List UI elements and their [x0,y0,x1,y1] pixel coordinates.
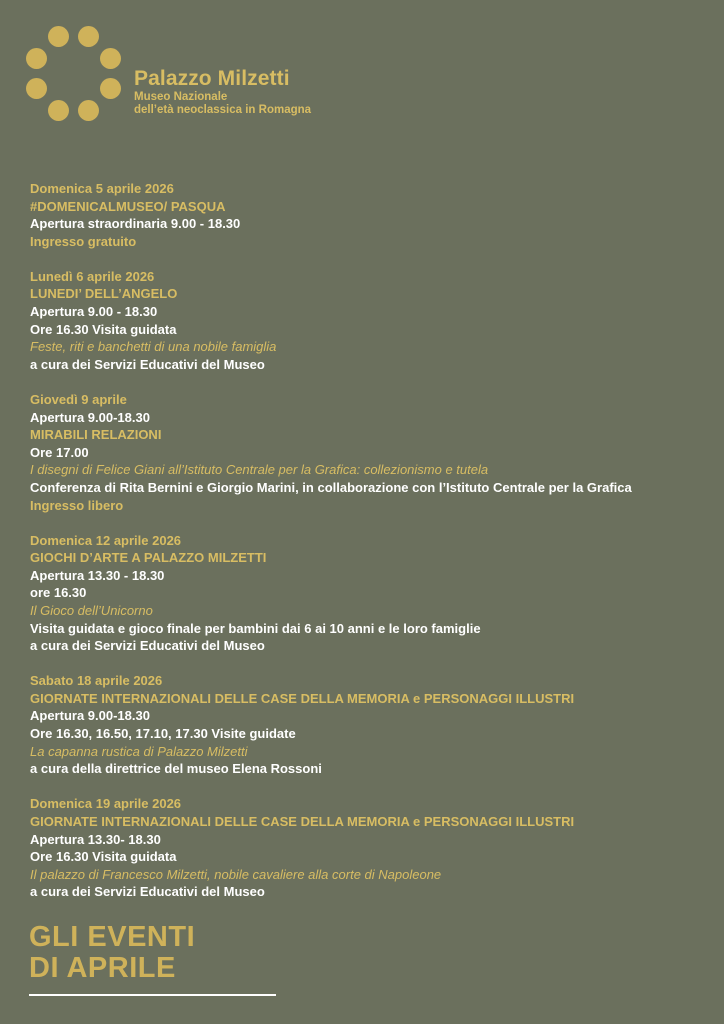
event-line: Feste, riti e banchetti di una nobile famiglia [30,339,277,355]
event-line: Ingresso libero [30,497,124,513]
event-block [30,532,710,655]
event-line: GIOCHI D’ARTE A PALAZZO MILZETTI [30,550,267,566]
event-line: #DOMENICALMUSEO/ PASQUA [30,198,226,214]
circle-of-dots-logo-icon [26,26,126,126]
logo-dot [26,48,47,69]
event-line: Apertura 9.00-18.30 [30,409,150,425]
event-block [30,391,710,514]
event-line: Apertura 13.30 - 18.30 [30,567,165,583]
event-line: Ore 16.30, 16.50, 17.10, 17.30 Visite guidate [30,726,296,742]
event-block [30,795,710,901]
event-line: Visita guidata e gioco finale per bambini dai 6 ai 10 anni e le loro famiglie [30,620,481,636]
footer-title [29,922,195,984]
logo-dot [78,26,99,47]
logo-dot [100,48,121,69]
footer-title-line-2: DI APRILE [29,952,176,984]
event-list [30,180,710,918]
logo-dot [48,100,69,121]
event-line: Il palazzo di Francesco Milzetti, nobile cavaliere alla corte di Napoleone [30,866,442,882]
brand-subtitle-line-1: Museo Nazionale [134,91,228,103]
event-line: GIORNATE INTERNAZIONALI DELLE CASE DELLA MEMORIA e PERSONAGGI ILLUSTRI [30,813,575,829]
event-line: I disegni di Felice Giani all’Istituto Centrale per la Grafica: collezionismo e tutela [30,462,489,478]
footer-title-line-1: GLI EVENTI [29,921,196,953]
event-line: LUNEDI’ DELL’ANGELO [30,286,178,302]
event-line: Lunedì 6 aprile 2026 [30,268,155,284]
event-line: Sabato 18 aprile 2026 [30,673,163,689]
brand-subtitle-line-2: dell’età neoclassica in Romagna [134,103,312,116]
logo-dot [48,26,69,47]
event-line: a cura dei Servizi Educativi del Museo [30,356,265,372]
event-line: GIORNATE INTERNAZIONALI DELLE CASE DELLA MEMORIA e PERSONAGGI ILLUSTRI [30,690,575,706]
event-line: Ore 16.30 Visita guidata [30,321,177,337]
event-block [30,672,710,778]
event-line: Apertura 9.00-18.30 [30,708,150,724]
event-line: ore 16.30 [30,585,87,601]
event-line: a cura dei Servizi Educativi del Museo [30,884,265,900]
event-line: Domenica 5 aprile 2026 [30,181,174,196]
logo-dot [100,78,121,99]
brand-name: Palazzo Milzetti [134,67,290,90]
event-line: Apertura 13.30- 18.30 [30,831,161,847]
event-line: Conferenza di Rita Bernini e Giorgio Marini, in collaborazione con l’Istituto Centrale per la Grafica [30,479,632,495]
event-line: Giovedì 9 aprile [30,391,127,407]
footer-divider [29,994,276,996]
event-line: Ingresso gratuito [30,233,137,249]
event-line: La capanna rustica di Palazzo Milzetti [30,743,248,759]
event-line: a cura della direttrice del museo Elena Rossoni [30,761,322,777]
event-line: MIRABILI RELAZIONI [30,427,162,443]
event-line: Apertura straordinaria 9.00 - 18.30 [30,216,241,232]
event-line: Apertura 9.00 - 18.30 [30,304,158,320]
logo-dot [78,100,99,121]
event-line: Ore 17.00 [30,444,89,460]
event-line: Domenica 12 aprile 2026 [30,532,182,548]
event-line: Il Gioco dell’Unicorno [30,602,153,618]
event-line: Domenica 19 aprile 2026 [30,796,182,812]
logo-dot [26,78,47,99]
brand-block [134,67,394,116]
event-line: Ore 16.30 Visita guidata [30,849,177,865]
event-block [30,180,710,250]
event-block [30,268,710,374]
event-line: a cura dei Servizi Educativi del Museo [30,638,265,654]
